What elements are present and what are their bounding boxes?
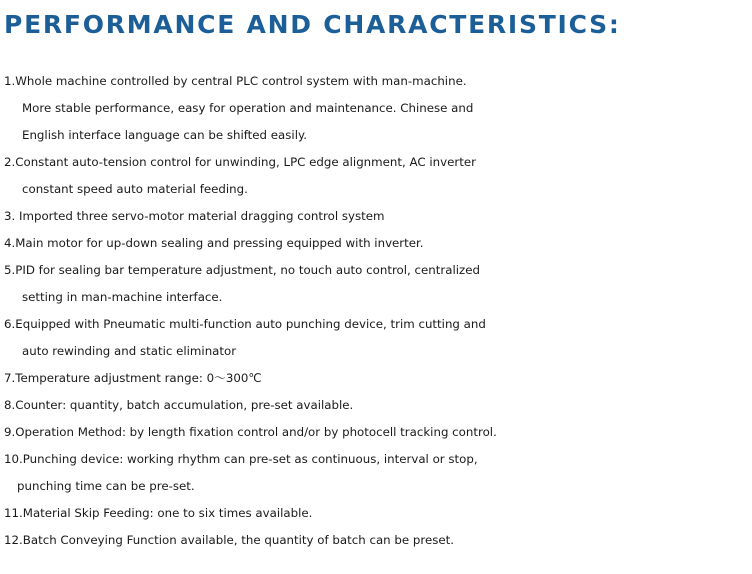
list-item: [4, 149, 752, 203]
item-line: 10.Punching device: working rhythm can pre-set as continuous, interval or stop,: [4, 452, 478, 466]
list-item: [4, 257, 752, 311]
item-line-continuation: auto rewinding and static eliminator: [22, 344, 237, 358]
item-line: 11.Material Skip Feeding: one to six times available.: [4, 506, 313, 520]
item-line: 12.Batch Conveying Function available, the quantity of batch can be preset.: [4, 533, 455, 547]
item-line: 4.Main motor for up-down sealing and pressing equipped with inverter.: [4, 236, 424, 250]
item-line: 9.Operation Method: by length fixation control and/or by photocell tracking control.: [4, 425, 497, 439]
feature-list: [4, 68, 752, 554]
item-line: 1.Whole machine controlled by central PLC control system with man-machine.: [4, 74, 467, 88]
item-line: 3. Imported three servo-motor material dragging control system: [4, 209, 385, 223]
list-item: [4, 500, 752, 527]
list-item: [4, 419, 752, 446]
list-item: [4, 527, 752, 554]
list-item: [4, 311, 752, 365]
item-line: 2.Constant auto-tension control for unwinding, LPC edge alignment, AC inverter: [4, 155, 476, 169]
list-item: [4, 446, 752, 500]
item-line-continuation: punching time can be pre-set.: [17, 479, 195, 493]
item-line-continuation: setting in man-machine interface.: [22, 290, 223, 304]
list-item: [4, 392, 752, 419]
section-title: PERFORMANCE AND CHARACTERISTICS:: [4, 10, 621, 39]
list-item: [4, 230, 752, 257]
item-line: 5.PID for sealing bar temperature adjustment, no touch auto control, centralized: [4, 263, 480, 277]
item-line: 6.Equipped with Pneumatic multi-function auto punching device, trim cutting and: [4, 317, 486, 331]
item-line-continuation: English interface language can be shifted easily.: [22, 128, 308, 142]
item-line-continuation: More stable performance, easy for operation and maintenance. Chinese and: [22, 101, 474, 115]
list-item: [4, 203, 752, 230]
list-item: [4, 365, 752, 392]
item-line: 8.Counter: quantity, batch accumulation, pre-set available.: [4, 398, 354, 412]
item-line: 7.Temperature adjustment range: 0～300℃: [4, 371, 262, 385]
item-line-continuation: constant speed auto material feeding.: [22, 182, 248, 196]
list-item: [4, 68, 752, 149]
